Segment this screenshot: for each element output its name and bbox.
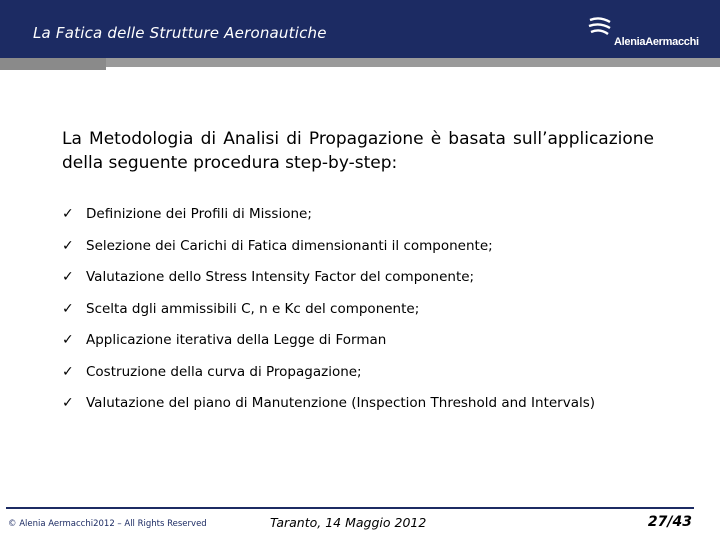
- page-number: 27/43: [647, 514, 692, 530]
- list-item: [62, 238, 692, 270]
- checkmark-icon: ✓: [62, 206, 74, 222]
- checkmark-icon: ✓: [62, 395, 74, 411]
- intro-paragraph: La Metodologia di Analisi di Propagazione è basata sull’applicazione della seguente procedura step-by-step:: [62, 129, 654, 173]
- company-logo: [592, 16, 712, 50]
- checkmark-icon: ✓: [62, 237, 74, 254]
- list-item-text: Selezione dei Carichi di Fatica dimensionanti il componente;: [86, 237, 493, 254]
- checkmark-icon: ✓: [62, 363, 74, 380]
- list-item: [62, 269, 692, 301]
- footer-date: Taranto, 14 Maggio 2012: [270, 515, 427, 530]
- list-item: [62, 206, 692, 238]
- header-accent-bar: [106, 58, 720, 67]
- list-item: [62, 364, 692, 396]
- list-item-text: Valutazione del piano di Manutenzione (Inspection Threshold and Intervals): [86, 395, 596, 411]
- list-item-text: Costruzione della curva di Propagazione;: [86, 363, 362, 380]
- footer-divider: [6, 507, 694, 509]
- list-item-text: Valutazione dello Stress Intensity Factor del componente;: [86, 269, 475, 285]
- list-item: [62, 332, 692, 364]
- footer-copyright: © Alenia Aermacchi2012 – All Rights Reserved: [8, 519, 207, 529]
- logo-text: AleniaAermacchi: [614, 36, 699, 48]
- checkmark-icon: ✓: [62, 269, 74, 285]
- list-item-text: Scelta dgli ammissibili C, n e Kc del componente;: [86, 300, 420, 317]
- list-item: [62, 395, 692, 427]
- header-bar: [0, 0, 720, 58]
- list-item-text: Applicazione iterativa della Legge di Forman: [86, 332, 387, 348]
- alenia-aermacchi-swirl-icon: [588, 16, 612, 40]
- slide-title: La Fatica delle Strutture Aeronautiche: [33, 24, 327, 42]
- header-accent-left: [0, 58, 106, 70]
- list-item-text: Definizione dei Profili di Missione;: [86, 206, 312, 222]
- checkmark-icon: ✓: [62, 300, 74, 317]
- list-item: [62, 301, 692, 333]
- procedure-list: [62, 206, 692, 427]
- checkmark-icon: ✓: [62, 332, 74, 348]
